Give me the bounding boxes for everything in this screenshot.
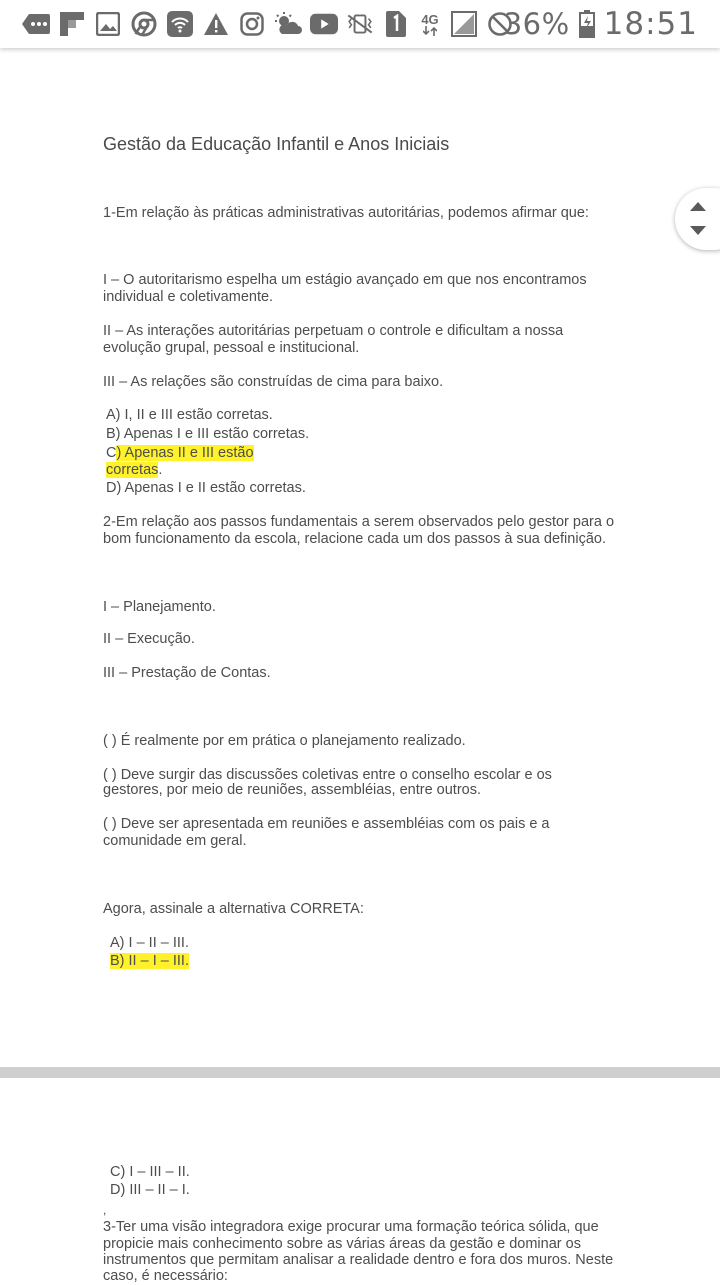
- q1-option-a: A) I, II e III estão corretas.: [106, 407, 273, 423]
- q1-option-c-highlight-1: ) Apenas II e III estão: [116, 445, 254, 461]
- q2-instruction: Agora, assinale a alternativa CORRETA:: [103, 901, 364, 917]
- document-body-page2: [103, 0, 623, 1284]
- q2-step2: II – Execução.: [103, 631, 195, 647]
- q1-item1-line1: I – O autoritarismo espelha um estágio avançado em que nos encontramos: [103, 272, 587, 288]
- q1-item2-line2: evolução grupal, pessoal e institucional.: [103, 340, 360, 356]
- page-nav-button[interactable]: [675, 188, 720, 250]
- chrome-icon: [130, 10, 158, 38]
- q1-item3: III – As relações são construídas de cima para baixo.: [103, 374, 444, 390]
- q1-item1-line2: individual e coletivamente.: [103, 289, 274, 305]
- q1-option-c-highlight-2: corretas: [106, 462, 159, 478]
- more-icon: [22, 10, 50, 38]
- q2-step3: III – Prestação de Contas.: [103, 665, 271, 681]
- q2-prompt-line1: 2-Em relação aos passos fundamentais a serem observados pelo gestor para o: [103, 514, 615, 530]
- q1-option-b: B) Apenas I e III estão corretas.: [106, 426, 310, 442]
- wifi-icon: [166, 10, 194, 38]
- q2-definition3-line2: comunidade em geral.: [103, 833, 247, 849]
- q3-line4: caso, é necessário:: [103, 1268, 228, 1284]
- network-4g-icon: [418, 10, 442, 38]
- instagram-icon: [238, 10, 266, 38]
- weather-icon: [274, 10, 302, 38]
- signal-icon: [450, 10, 478, 38]
- document-title: Gestão da Educação Infantil e Anos Iniciais: [103, 134, 450, 154]
- q2-option-c: C) I – III – II.: [110, 1164, 190, 1180]
- q2-definition2-line2: gestores, por meio de reuniões, assembléias, entre outros.: [103, 782, 482, 798]
- q2-definition3-line1: ( ) Deve ser apresentada em reuniões e assembléias com os pais e a: [103, 816, 550, 832]
- q1-option-c-end: .: [158, 462, 163, 478]
- notification-icons: [22, 10, 514, 38]
- q3-line3: instrumentos que permitam analisar a realidade dentro e fora dos muros. Neste: [103, 1252, 614, 1268]
- warning-icon: [202, 10, 230, 38]
- network-4g-label: 4G: [421, 11, 439, 27]
- flipboard-icon: [58, 10, 86, 38]
- q1-prompt: 1-Em relação às práticas administrativas autoritárias, podemos afirmar que:: [103, 205, 589, 221]
- battery-icon: [578, 10, 596, 38]
- q1-option-d: D) Apenas I e II estão corretas.: [106, 480, 306, 496]
- q2-definition1: ( ) É realmente por em prática o planejamento realizado.: [103, 733, 466, 749]
- q3-line2: propicie mais conhecimento sobre as várias áreas da gestão e dominar os: [103, 1236, 581, 1252]
- q2-definition2-line1: ( ) Deve surgir das discussões coletivas entre o conselho escolar e os: [103, 767, 552, 783]
- q2-option-d: D) III – II – I.: [110, 1182, 190, 1198]
- q2-prompt-line2: bom funcionamento da escola, relacione cada um dos passos à sua definição.: [103, 531, 606, 547]
- vibrate-icon: [346, 10, 374, 38]
- stray-comma: ,: [103, 1203, 107, 1217]
- image-icon: [94, 10, 122, 38]
- youtube-icon: [310, 10, 338, 38]
- q3-line1: 3-Ter uma visão integradora exige procurar uma formação teórica sólida, que: [103, 1219, 599, 1235]
- battery-percent: 36%: [503, 7, 570, 41]
- arrow-down-icon[interactable]: [690, 226, 706, 235]
- q2-option-a: A) I – II – III.: [110, 935, 189, 951]
- q1-option-c-prefix: C: [106, 445, 117, 461]
- q2-option-b-highlight: B) II – I – III.: [110, 953, 189, 969]
- status-right: [504, 6, 698, 42]
- status-bar: [0, 0, 720, 48]
- arrow-up-icon[interactable]: [690, 202, 706, 211]
- sim-icon: [382, 10, 410, 38]
- q2-step1: I – Planejamento.: [103, 599, 216, 615]
- clock: 18:51: [603, 6, 698, 42]
- q1-item2-line1: II – As interações autoritárias perpetuam o controle e dificultam a nossa: [103, 323, 564, 339]
